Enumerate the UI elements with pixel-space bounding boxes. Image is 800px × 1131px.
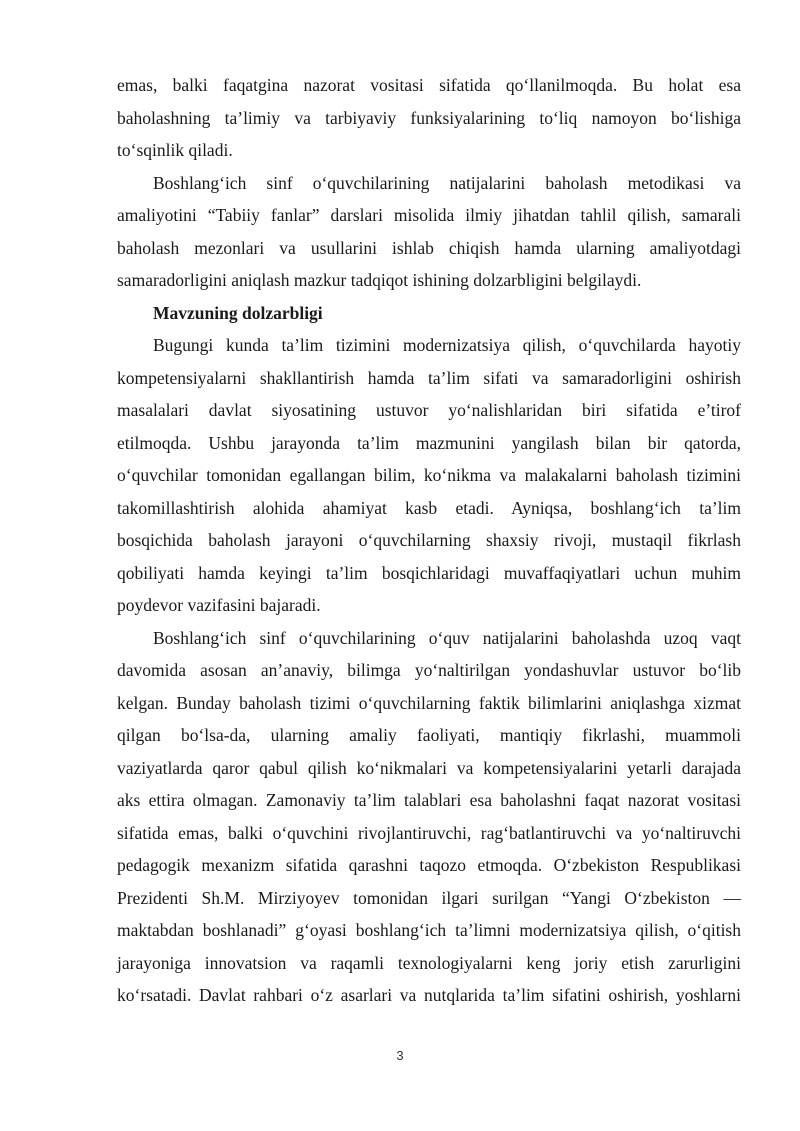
text-line: Prezidenti Sh.M. Mirziyoyev tomonidan ilgari surilgan “Yangi O‘zbekiston — (117, 887, 741, 908)
text-line: Boshlang‘ich sinf o‘quvchilarining natijalarini baholash metodikasi va (153, 172, 741, 193)
heading-text: Mavzuning dolzarbligi (153, 302, 323, 323)
text-line: kompetensiyalarni shakllantirish hamda ta’lim sifati va samaradorligini oshirish (117, 367, 741, 388)
text-line: qilgan bo‘lsa-da, ularning amaliy faoliyati, mantiqiy fikrlashi, muammoli (117, 725, 741, 745)
paragraph (117, 622, 741, 1012)
paragraph (117, 329, 741, 622)
text-line: amaliyotini “Tabiiy fanlar” darslari misolida ilmiy jihatdan tahlil qilish, samarali (117, 205, 741, 225)
text-line: pedagogik mexanizm sifatida qarashni taqozo etmoqda. O‘zbekiston Respublikasi (117, 855, 741, 875)
paragraph (117, 69, 741, 167)
text-line: Bugungi kunda ta’lim tizimini modernizatsiya qilish, o‘quvchilarda hayotiy (153, 335, 741, 355)
text-line: vaziyatlarda qaror qabul qilish ko‘nikmalari va kompetensiyalarini yetarli darajada (117, 757, 741, 778)
text-line: masalalari davlat siyosatining ustuvor yo‘nalishlaridan biri sifatida e’tirof (117, 400, 741, 420)
text-line: bosqichida baholash jarayoni o‘quvchilarning shaxsiy rivoji, mustaqil fikrlash (117, 530, 741, 550)
document-body (117, 69, 741, 1012)
text-line: davomida asosan an’anaviy, bilimga yo‘naltirilgan yondashuvlar ustuvor bo‘lib (117, 660, 741, 680)
text-line: aks ettira olmagan. Zamonaviy ta’lim talablari esa baholashni faqat nazorat vositasi (117, 790, 741, 810)
text-line: Boshlang‘ich sinf o‘quvchilarining o‘quv natijalarini baholashda uzoq vaqt (153, 627, 741, 648)
text-line: baholash mezonlari va usullarini ishlab chiqish hamda ularning amaliyotdagi (117, 237, 741, 258)
paragraph (117, 167, 741, 297)
text-line: samaradorligini aniqlash mazkur tadqiqot ishining dolzarbligini belgilaydi. (117, 270, 642, 290)
text-line: o‘quvchilar tomonidan egallangan bilim, ko‘nikma va malakalarni baholash tizimini (117, 465, 741, 485)
text-line: jarayoniga innovatsion va raqamli texnologiyalarni keng joriy etish zarurligini (117, 952, 741, 973)
page-number: 3 (396, 1048, 404, 1063)
text-line: emas, balki faqatgina nazorat vositasi sifatida qo‘llanilmoqda. Bu holat esa (117, 75, 741, 95)
text-line: maktabdan boshlanadi” g‘oyasi boshlang‘ich ta’limni modernizatsiya qilish, o‘qitish (117, 920, 741, 940)
text-line: kelgan. Bunday baholash tizimi o‘quvchilarning faktik bilimlarini aniqlashga xizmat (117, 692, 741, 713)
text-line: takomillashtirish alohida ahamiyat kasb etadi. Ayniqsa, boshlang‘ich ta’lim (117, 497, 741, 518)
text-line: sifatida emas, balki o‘quvchini rivojlantiruvchi, rag‘batlantiruvchi va yo‘naltiruvchi (117, 822, 741, 843)
section-heading (117, 297, 741, 330)
text-line: qobiliyati hamda keyingi ta’lim bosqichlaridagi muvaffaqiyatlari uchun muhim (117, 562, 741, 583)
text-line: to‘sqinlik qiladi. (117, 140, 233, 160)
text-line: etilmoqda. Ushbu jarayonda ta’lim mazmunini yangilash bilan bir qatorda, (117, 432, 741, 453)
text-line: ko‘rsatadi. Davlat rahbari o‘z asarlari va nutqlarida ta’lim sifatini oshirish, yoshlarni (117, 985, 741, 1005)
text-line: poydevor vazifasini bajaradi. (117, 595, 321, 615)
text-line: baholashning ta’limiy va tarbiyaviy funksiyalarining to‘liq namoyon bo‘lishiga (117, 107, 741, 128)
